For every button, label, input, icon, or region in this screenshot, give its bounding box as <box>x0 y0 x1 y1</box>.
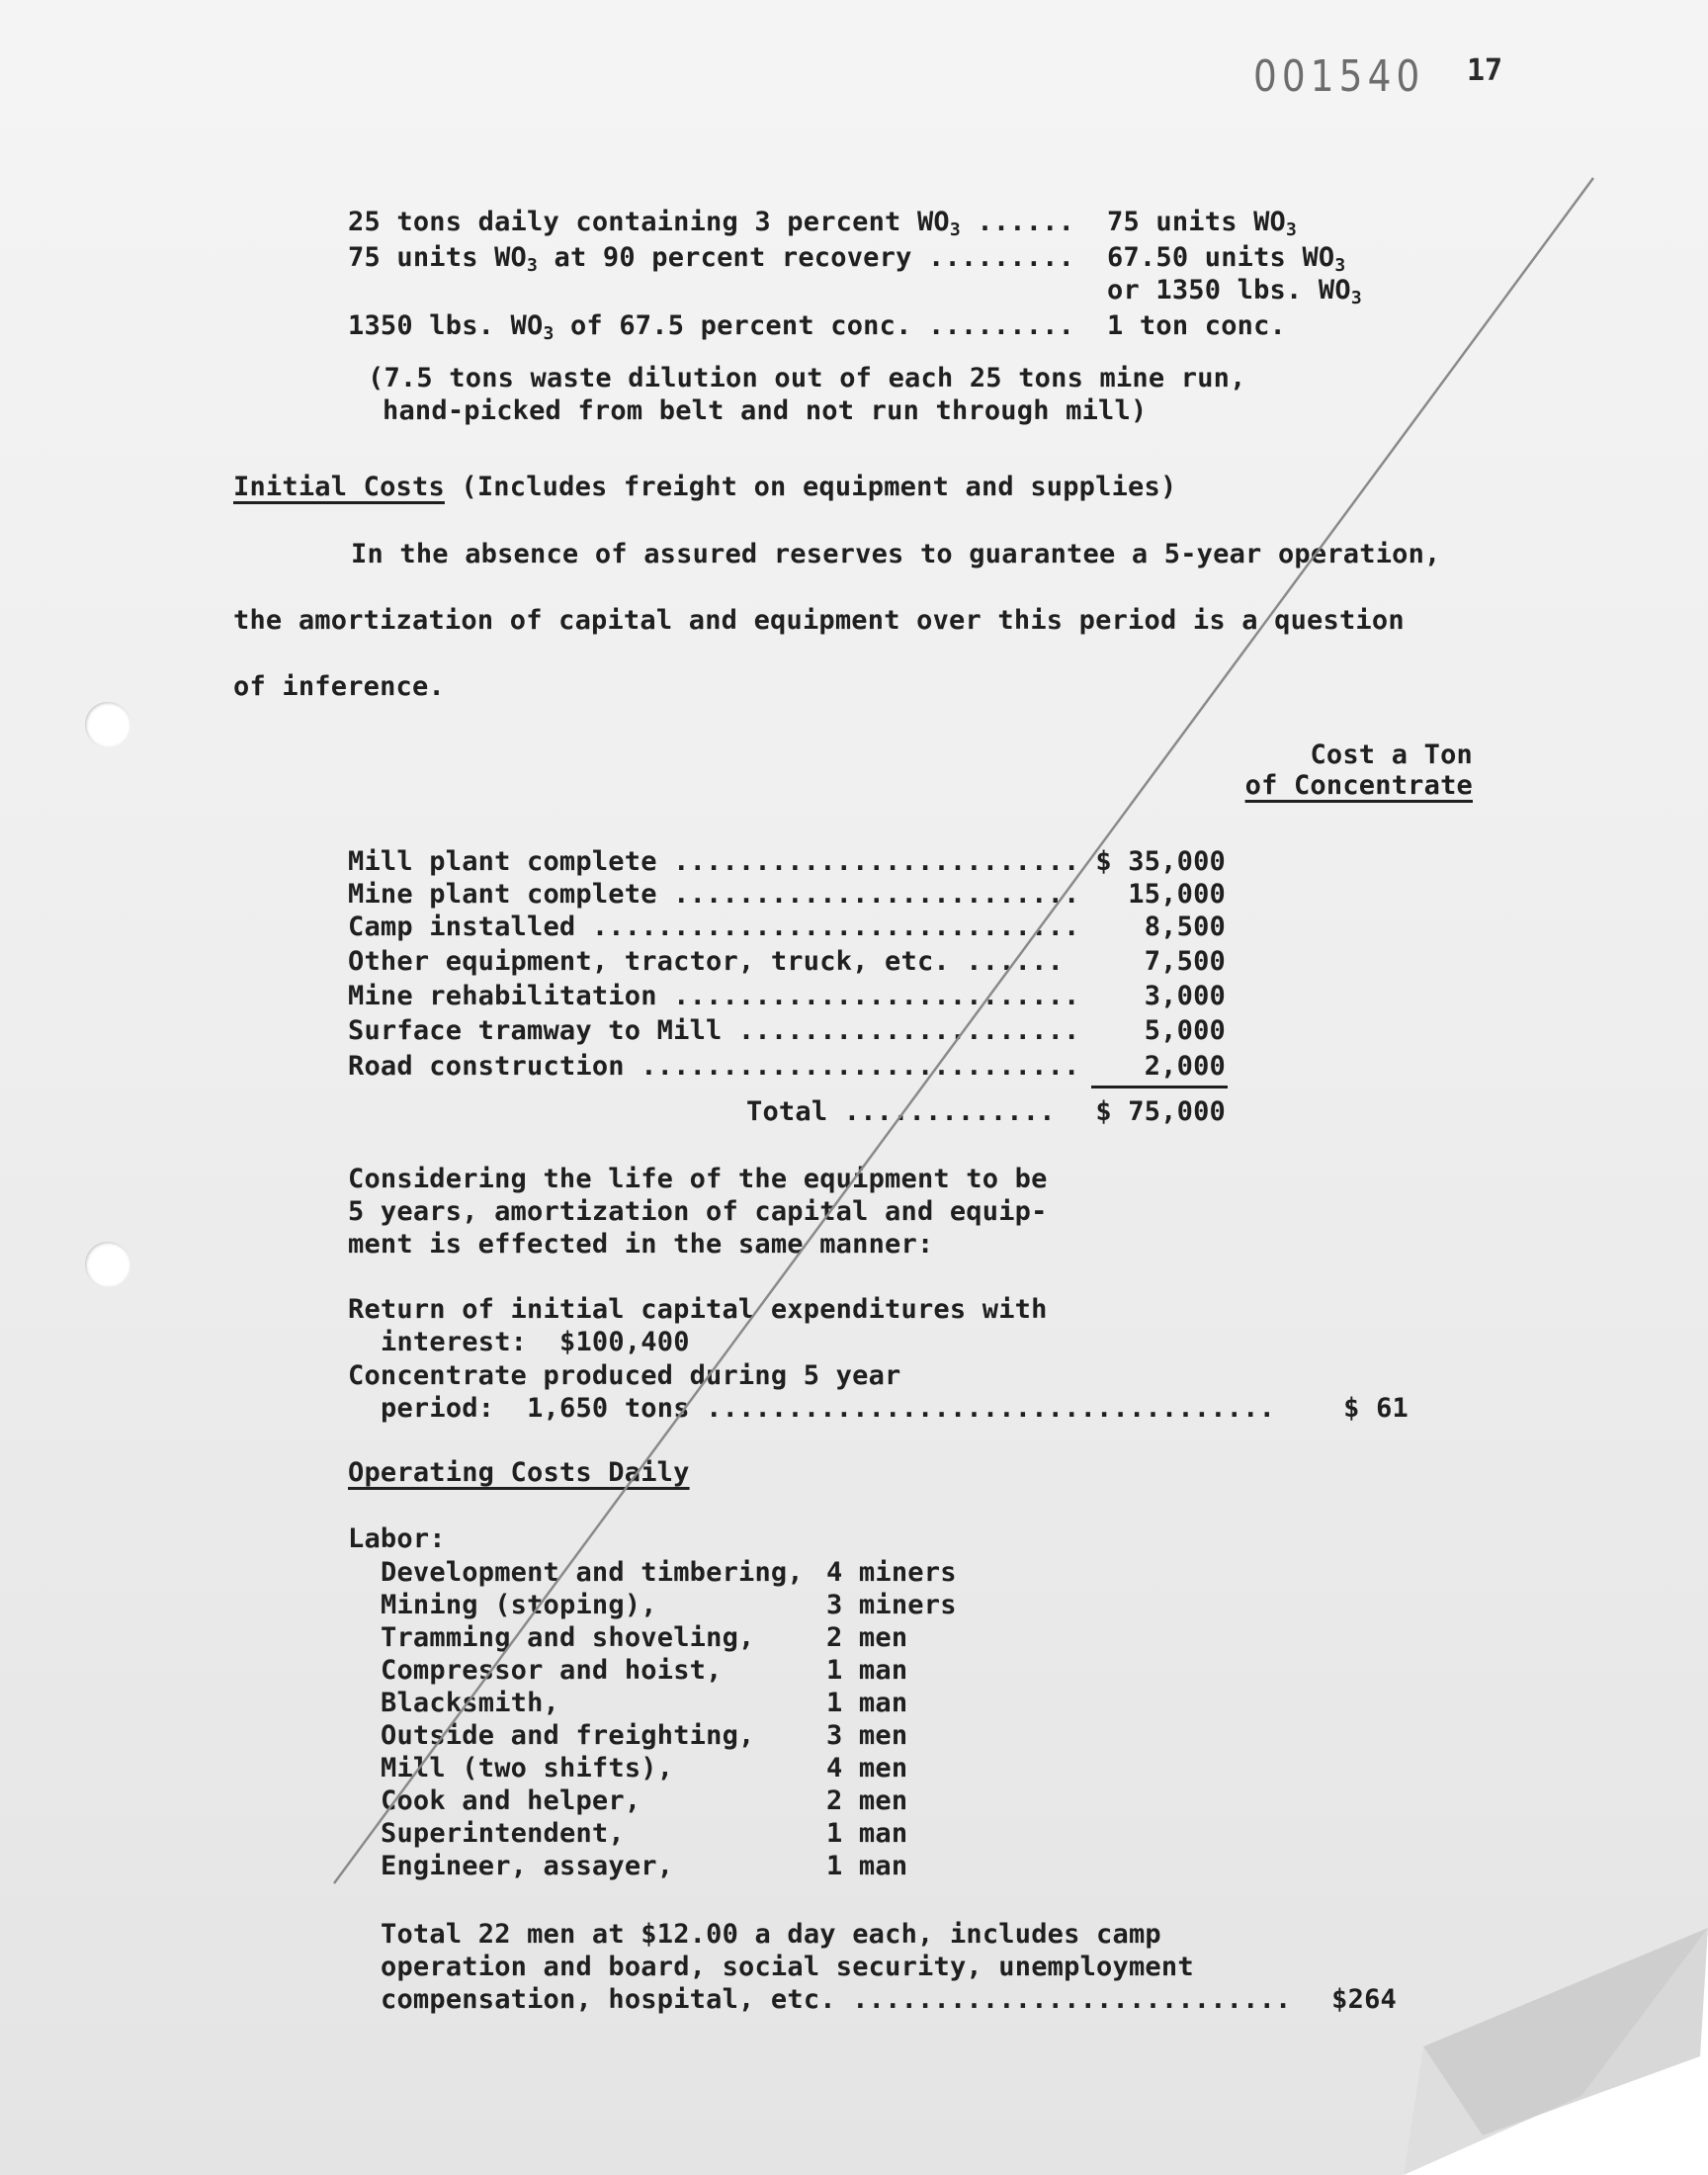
labor-count: 4 men <box>826 1753 908 1784</box>
page-number: 17 <box>1467 53 1503 88</box>
initial-costs-heading: Initial Costs (Includes freight on equipment and supplies) <box>233 472 1177 502</box>
wo3-line-3-result: or 1350 lbs. $WO_3$ <box>1107 275 1362 308</box>
concentrate-line-2: period: 1,650 tons ................................... <box>381 1393 1276 1424</box>
cost-item-value: 7,500 <box>1144 946 1226 977</box>
labor-role: Compressor and hoist, <box>381 1655 723 1686</box>
labor-role: Cook and helper, <box>381 1785 641 1816</box>
return-capital-line-1: Return of initial capital expenditures with <box>348 1294 1048 1325</box>
labor-role: Development and timbering, <box>381 1557 804 1588</box>
cost-item-value: 3,000 <box>1144 981 1226 1011</box>
labor-total-line-3: compensation, hospital, etc. ........................... <box>381 1984 1292 2015</box>
cost-item-value: $ 35,000 <box>1095 846 1226 877</box>
wo3-line-2: 75 units $WO_3$ at 90 percent recovery ......... <box>348 242 1075 276</box>
labor-total-line-1: Total 22 men at $12.00 a day each, includes camp <box>381 1919 1161 1950</box>
document-control-number: 001540 <box>1253 51 1425 102</box>
labor-count: 2 men <box>826 1622 908 1653</box>
waste-dilution-note-line-1: (7.5 tons waste dilution out of each 25 tons mine run, <box>368 363 1246 393</box>
labor-total-value: $264 <box>1331 1984 1397 2015</box>
labor-count: 3 miners <box>826 1590 957 1620</box>
labor-role: Blacksmith, <box>381 1688 560 1718</box>
labor-role: Outside and freighting, <box>381 1720 755 1751</box>
return-capital-line-2: interest: $100,400 <box>381 1327 690 1357</box>
total-value: $ 75,000 <box>1095 1096 1226 1127</box>
labor-count: 2 men <box>826 1785 908 1816</box>
initial-costs-paragraph-line-3: of inference. <box>233 671 445 702</box>
cost-item-label: Surface tramway to Mill ..................... <box>348 1015 1080 1046</box>
operating-costs-heading: Operating Costs Daily <box>348 1457 690 1488</box>
wo3-line-1-result: 75 units $WO_3$ <box>1107 207 1298 240</box>
folded-corner <box>1364 1908 1708 2175</box>
cost-item-label: Mine rehabilitation ......................... <box>348 981 1080 1011</box>
cost-item-value: 5,000 <box>1144 1015 1226 1046</box>
labor-count: 3 men <box>826 1720 908 1751</box>
labor-count: 1 man <box>826 1655 908 1686</box>
labor-total-line-2: operation and board, social security, unemployment <box>381 1952 1194 1982</box>
cost-item-label: Road construction ........................... <box>348 1051 1080 1082</box>
waste-dilution-note-line-2: hand-picked from belt and not run through mill) <box>383 395 1148 426</box>
labor-role: Superintendent, <box>381 1818 625 1849</box>
labor-role: Tramming and shoveling, <box>381 1622 755 1653</box>
cost-item-label: Other equipment, tractor, truck, etc. ...... <box>348 946 1065 977</box>
cost-item-value: 2,000 <box>1144 1051 1226 1082</box>
labor-role: Mill (two shifts), <box>381 1753 674 1784</box>
concentrate-line-1: Concentrate produced during 5 year <box>348 1360 901 1391</box>
amortization-text-line-2: 5 years, amortization of capital and equip- <box>348 1196 1048 1227</box>
labor-role: Engineer, assayer, <box>381 1851 674 1881</box>
cost-column-header-line-2: of Concentrate <box>1244 770 1473 801</box>
cost-item-label: Mine plant complete ......................... <box>348 879 1080 910</box>
cost-per-ton-value: $ 61 <box>1343 1393 1409 1424</box>
wo3-line-4-result: 1 ton conc. <box>1107 310 1287 341</box>
amortization-text-line-1: Considering the life of the equipment to be <box>348 1164 1048 1194</box>
cost-item-value: 15,000 <box>1128 879 1226 910</box>
labor-label: Labor: <box>348 1523 446 1554</box>
labor-count: 4 miners <box>826 1557 957 1588</box>
labor-count: 1 man <box>826 1688 908 1718</box>
cost-item-label: Mill plant complete ......................... <box>348 846 1080 877</box>
cost-column-header-line-1: Cost a Ton <box>1310 740 1473 770</box>
cost-item-label: Camp installed .............................. <box>348 912 1080 942</box>
total-label: Total ............. <box>746 1096 1056 1127</box>
initial-costs-paragraph-line-2: the amortization of capital and equipment over this period is a question <box>233 605 1405 636</box>
wo3-line-1: 25 tons daily containing 3 percent $WO_3$ ...... <box>348 207 1075 240</box>
initial-costs-paragraph-line-1: In the absence of assured reserves to guarantee a 5-year operation, <box>351 539 1441 569</box>
cost-item-value: 8,500 <box>1144 912 1226 942</box>
amortization-text-line-3: ment is effected in the same manner: <box>348 1229 934 1260</box>
labor-role: Mining (stoping), <box>381 1590 657 1620</box>
labor-count: 1 man <box>826 1818 908 1849</box>
wo3-line-4: 1350 lbs. $WO_3$ of 67.5 percent conc. ......... <box>348 310 1075 344</box>
labor-count: 1 man <box>826 1851 908 1881</box>
wo3-line-2-result: 67.50 units $WO_3$ <box>1107 242 1346 276</box>
